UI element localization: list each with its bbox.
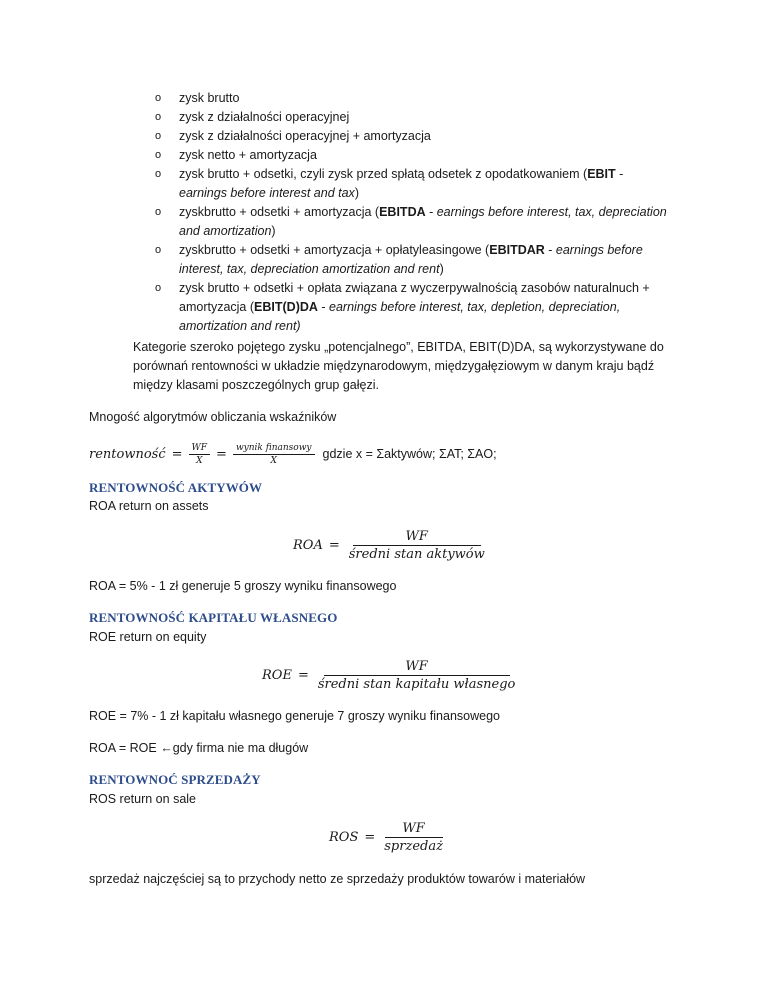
roa-subtitle: ROA return on assets	[89, 499, 209, 513]
roe-formula: ROE = $\frac{WF}{\text{średni stan kapitału własnego}}$	[262, 656, 518, 694]
algorithms-text: Mnogość algorytmów obliczania wskaźników	[89, 410, 337, 424]
list-item: o zysk brutto + odsetki, czyli zysk przed spłatą odsetek z opodatkowaniem (EBIT - earnings before interest and tax)	[155, 167, 624, 200]
section-heading-roe: RENTOWNOŚĆ KAPITAŁU WŁASNEGO	[89, 610, 338, 625]
list-item: o zysk netto + amortyzacja	[152, 146, 672, 165]
bullet-marker: o	[155, 206, 162, 218]
bullet-marker: o	[155, 111, 162, 123]
roe-subtitle: ROE return on equity	[89, 630, 207, 644]
formula-fraction: $\frac{WF}{X}$	[189, 443, 211, 466]
roa-fraction: $\frac{WF}{\text{średni stan aktywów}}$	[348, 528, 485, 562]
bullet-marker: o	[155, 244, 162, 256]
profit-categories-paragraph: Kategorie szeroko pojętego zysku „potencjalnego”, EBITDA, EBIT(D)DA, są wykorzystywane do porównań rentowności w układzie międzynarodowym, międzygałęziowym w danym kraju bądź między klasami poszczególnych grup gałęzi.	[133, 340, 664, 392]
formula-lhs: rentowność	[89, 446, 166, 462]
list-item: o zysk z działalności operacyjnej	[152, 108, 672, 127]
formula-fraction: $\frac{\text{wynik finansowy}}{X}$	[233, 443, 315, 466]
list-item: o zysk z działalności operacyjnej + amortyzacja	[152, 127, 672, 146]
bullet-marker: o	[155, 92, 162, 104]
section-heading-ros: RENTOWNOĆ SPRZEDAŻY	[89, 772, 261, 787]
roa-roe-note: ROA = ROE ←gdy firma nie ma długów	[89, 741, 309, 755]
list-item: o zyskbrutto + odsetki + amortyzacja + opłatyleasingowe (EBITDAR - earnings before interest, tax, depreciation amortization and rent)	[155, 243, 643, 276]
ros-fraction: $\frac{WF}{\text{sprzedaż}}$	[384, 820, 443, 854]
ros-note: sprzedaż najczęściej są to przychody netto ze sprzedaży produktów towarów i materiałów	[89, 872, 586, 886]
roa-note: ROA = 5% - 1 zł generuje 5 groszy wyniku finansowego	[89, 579, 397, 593]
section-heading-roa: RENTOWNOŚĆ AKTYWÓW	[89, 480, 263, 495]
profit-categories-list	[152, 89, 672, 336]
list-item: o zysk brutto + odsetki + opłata związana z wyczerpywalnością zasobów naturalnuch + amortyzacja (EBIT(D)DA - earnings before interest, tax, depletion, depreciation, amortization and rent)	[155, 281, 650, 333]
bullet-marker: o	[155, 149, 162, 161]
bullet-marker: o	[155, 168, 162, 180]
roe-note: ROE = 7% - 1 zł kapitału własnego generuje 7 groszy wyniku finansowego	[89, 709, 500, 723]
ros-formula: ROS = $\frac{WF}{\text{sprzedaż}}$	[329, 818, 446, 856]
bullet-marker: o	[155, 130, 162, 142]
roa-formula: ROA = $\frac{WF}{\text{średni stan aktywów}}$	[293, 526, 488, 564]
formula-suffix: gdzie x = Σaktywów; ΣAT; ΣAO;	[322, 447, 497, 461]
list-item: o zysk brutto	[152, 89, 672, 108]
roe-fraction: $\frac{WF}{\text{średni stan kapitału własnego}}$	[317, 658, 516, 692]
ros-subtitle: ROS return on sale	[89, 792, 196, 806]
bullet-marker: o	[155, 282, 162, 294]
profitability-formula: rentowność = $\frac{WF}{X}$ = $\frac{\text{wynik finansowy}}{X}$ gdzie x = Σaktywów; ΣAT; ΣAO;	[89, 442, 497, 466]
list-item: o zyskbrutto + odsetki + amortyzacja (EBITDA - earnings before interest, tax, depreciation and amortization)	[155, 205, 667, 238]
